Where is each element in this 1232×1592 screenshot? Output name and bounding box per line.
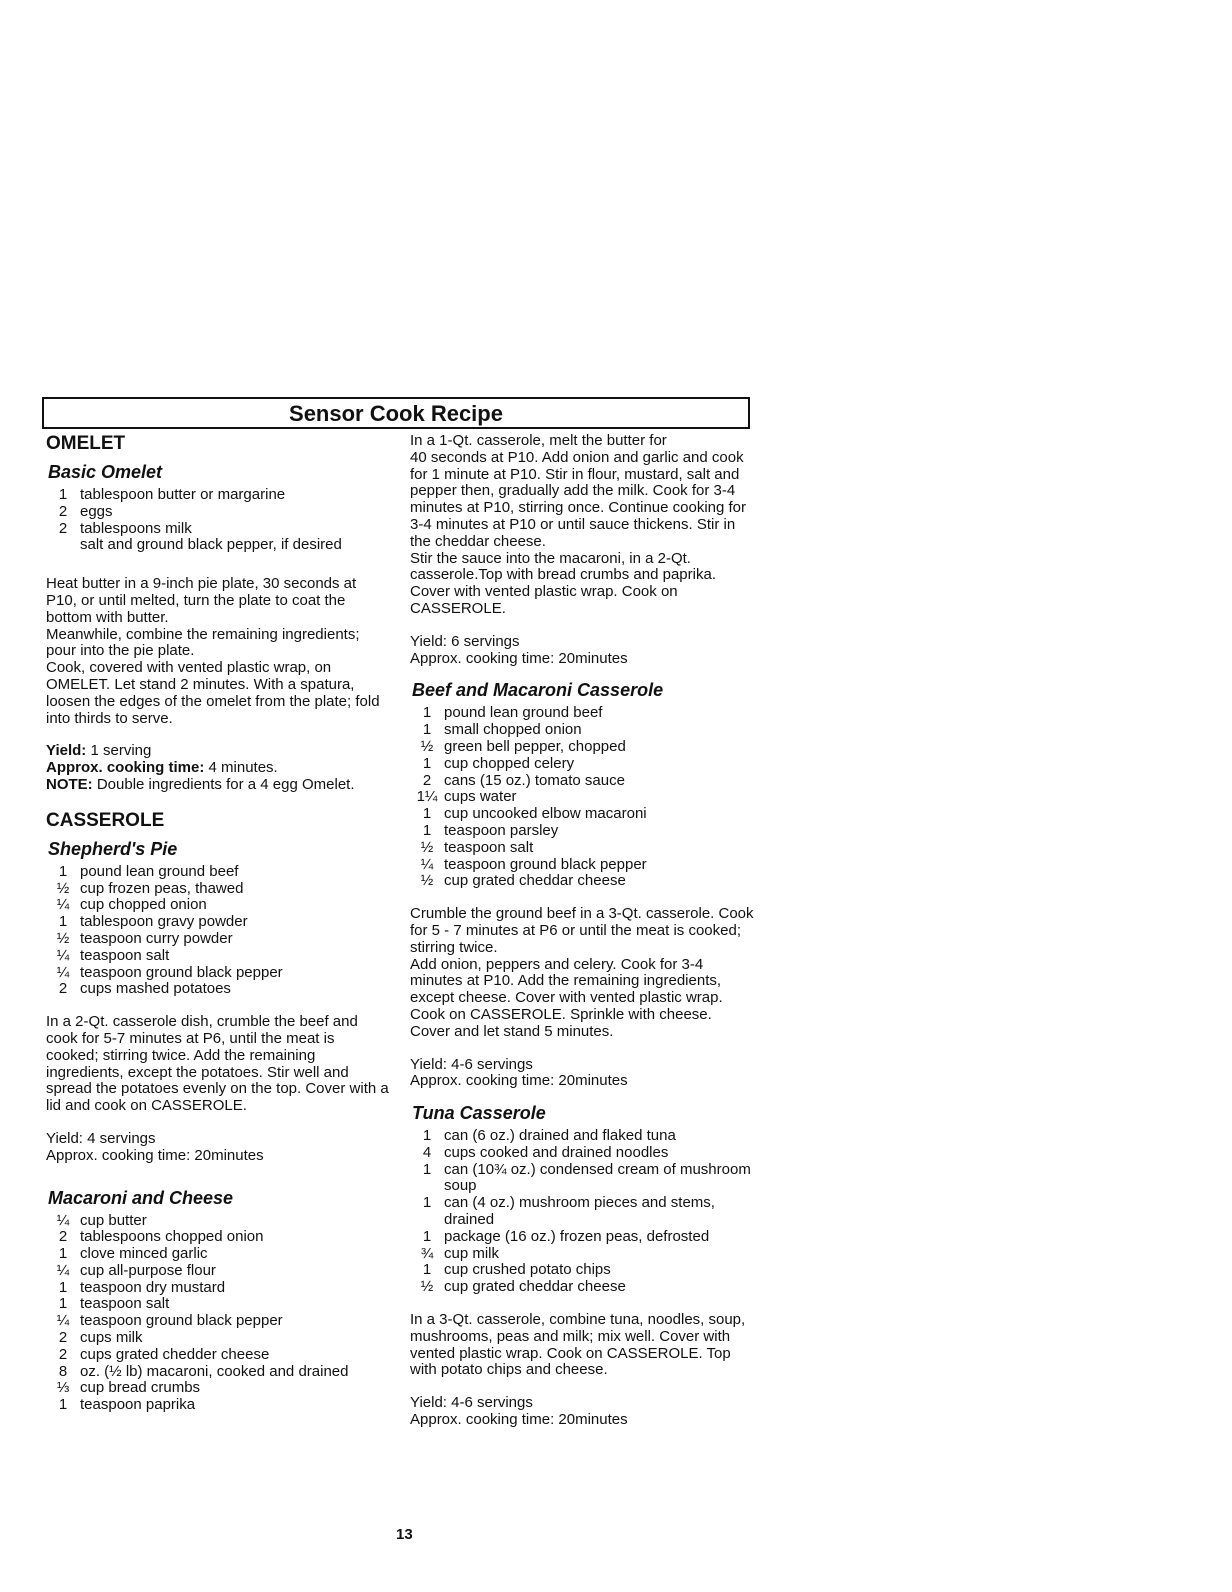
ingredient-row: [46, 1347, 390, 1364]
ingredient-qty: 2: [58, 1228, 68, 1246]
section-heading-omelet: OMELET: [46, 433, 126, 454]
ingredient-row: [46, 1364, 390, 1381]
recipe-title-tuna-casserole: Tuna Casserole: [412, 1103, 546, 1124]
page-title-box: [42, 397, 750, 429]
ingredient-qty: ¼: [56, 1312, 70, 1330]
ingredient-qty: ½: [420, 838, 434, 856]
ingredient-row: [410, 1195, 755, 1229]
page-title: Sensor Cook Recipe: [289, 401, 503, 426]
method-shepherds-pie: In a 2-Qt. casserole dish, crumble the beef and cook for 5-7 minutes at P6, until the meat is cooked; stirring twice. Add the remaining ingredients, except the potatoes. Stir well and spread the potatoes evenly on the top. Cover with a lid and cook on CASSEROLE.: [46, 1013, 389, 1115]
ingredient-qty: ¼: [56, 963, 70, 981]
ingredient-row: [46, 914, 390, 931]
yield-basic-omelet: [46, 743, 390, 760]
ingredient-qty: 2: [422, 771, 432, 789]
ingredient-qty: ½: [56, 929, 70, 947]
ingredient-desc: teaspoon ground black pepper: [80, 1312, 283, 1330]
ingredient-list-basic-omelet: [46, 487, 390, 554]
ingredient-desc: can (6 oz.) drained and flaked tuna: [444, 1127, 676, 1145]
title-rule: [42, 427, 750, 429]
ingredient-row: [410, 739, 755, 756]
ingredient-row: [46, 965, 390, 982]
ingredient-row: [46, 537, 390, 554]
ingredient-desc: eggs: [80, 502, 113, 520]
ingredient-desc: teaspoon paprika: [80, 1396, 196, 1414]
ingredient-desc: cup chopped celery: [444, 754, 575, 772]
ingredient-desc: can (10¾ oz.) condensed cream of mushroom soup: [444, 1160, 751, 1195]
ingredient-desc: cups cooked and drained noodles: [444, 1143, 669, 1161]
note-basic-omelet: [46, 777, 390, 794]
ingredient-qty: ¼: [56, 1211, 70, 1229]
ingredient-row: [46, 1263, 390, 1280]
ingredient-desc: can (4 oz.) mushroom pieces and stems, drained: [444, 1194, 715, 1229]
ingredient-row: [410, 1162, 755, 1196]
ingredient-qty: 8: [58, 1362, 68, 1380]
method-tuna-casserole: In a 3-Qt. casserole, combine tuna, noodles, soup, mushrooms, peas and milk; mix well. Cover with vented plastic wrap. Cook on CASSEROLE. Top with potato chips and cheese.: [410, 1311, 746, 1379]
ingredient-qty: ¼: [420, 855, 434, 873]
yield-beef-macaroni: Yield: 4-6 servings: [410, 1055, 533, 1073]
ingredient-desc: tablespoon butter or margarine: [80, 486, 286, 503]
time-beef-macaroni: Approx. cooking time: 20minutes: [410, 1072, 628, 1090]
ingredient-desc: tablespoons chopped onion: [80, 1228, 264, 1246]
ingredient-row: [410, 1145, 755, 1162]
ingredient-qty: 1: [422, 1227, 432, 1245]
ingredient-desc: teaspoon parsley: [444, 821, 559, 839]
time-shepherds-pie: Approx. cooking time: 20minutes: [46, 1146, 264, 1164]
ingredient-row: [410, 773, 755, 790]
recipe-title-shepherds-pie: Shepherd's Pie: [48, 838, 178, 859]
ingredient-row: [410, 705, 755, 722]
ingredient-list-tuna-casserole: [410, 1128, 755, 1296]
ingredient-qty: ½: [420, 737, 434, 755]
ingredient-row: [410, 756, 755, 773]
ingredient-qty: 1: [422, 704, 432, 722]
method-macaroni-cheese: In a 1-Qt. casserole, melt the butter for 40 seconds at P10. Add onion and garlic and cook for 1 minute at P10. Stir in flour, mustard, salt and pepper then, gradually add the milk. Cook for 3-4 minutes at P10, stirring once. Continue cooking for 3-4 minutes at P10 or until sauce thickens. Stir in the cheddar cheese. Stir the sauce into the macaroni, in a 2-Qt. casserole.Top with bread crumbs and paprika. Cover with vented plastic wrap. Cook on CASSEROLE.: [410, 432, 747, 617]
ingredient-row: [46, 1213, 390, 1230]
ingredient-desc: teaspoon curry powder: [80, 929, 233, 947]
ingredient-qty: ¼: [56, 1261, 70, 1279]
yield-shepherds-pie: Yield: 4 servings: [46, 1129, 156, 1147]
ingredient-qty: 1: [58, 486, 68, 503]
right-column: [410, 433, 755, 1429]
ingredient-row: [46, 864, 390, 881]
time-basic-omelet: [46, 760, 390, 777]
ingredient-row: [410, 1128, 755, 1145]
ingredient-qty: ⅓: [56, 1379, 70, 1397]
recipe-title-basic-omelet: Basic Omelet: [48, 462, 163, 482]
ingredient-qty: 1: [422, 754, 432, 772]
ingredient-desc: cup crushed potato chips: [444, 1261, 611, 1279]
ingredient-desc: clove minced garlic: [80, 1245, 208, 1263]
ingredient-desc: cup grated cheddar cheese: [444, 872, 626, 890]
ingredient-desc: small chopped onion: [444, 721, 582, 739]
ingredient-qty: 1: [422, 1160, 432, 1178]
ingredient-row: [46, 1229, 390, 1246]
ingredient-row: [410, 1229, 755, 1246]
ingredient-desc: cup all-purpose flour: [80, 1261, 216, 1279]
ingredient-row: [46, 948, 390, 965]
ingredient-desc: cup grated cheddar cheese: [444, 1278, 626, 1296]
ingredient-desc: cups mashed potatoes: [80, 980, 231, 998]
ingredient-qty: 2: [58, 1345, 68, 1363]
ingredient-desc: cup milk: [444, 1244, 500, 1262]
ingredient-desc: cups milk: [80, 1329, 143, 1347]
ingredient-desc: teaspoon salt: [80, 1295, 170, 1313]
ingredient-qty: 1: [58, 1295, 68, 1313]
ingredient-qty: 1¼: [416, 788, 438, 806]
left-column: [46, 433, 390, 1414]
ingredient-desc: teaspoon dry mustard: [80, 1278, 226, 1296]
ingredient-qty: ½: [420, 1278, 434, 1296]
ingredient-qty: 1: [422, 805, 432, 823]
ingredient-row: [46, 504, 390, 521]
ingredient-row: [410, 1262, 755, 1279]
ingredient-desc: cup chopped onion: [80, 896, 207, 914]
ingredient-desc: teaspoon salt: [80, 946, 170, 964]
ingredient-row: [46, 521, 390, 538]
yield-label: Yield:: [46, 742, 87, 760]
ingredient-desc: oz. (½ lb) macaroni, cooked and drained: [80, 1362, 349, 1380]
ingredient-list-beef-macaroni: [410, 705, 755, 890]
ingredient-qty: 2: [58, 519, 68, 537]
ingredient-row: [46, 981, 390, 998]
yield-tuna-casserole: Yield: 4-6 servings: [410, 1394, 533, 1412]
ingredient-row: [410, 873, 755, 890]
ingredient-desc: teaspoon salt: [444, 838, 534, 856]
ingredient-row: [46, 1330, 390, 1347]
ingredient-row: [46, 881, 390, 898]
ingredient-row: [410, 823, 755, 840]
time-value: 4 minutes.: [208, 759, 278, 777]
ingredient-row: [410, 857, 755, 874]
ingredient-qty: 2: [58, 502, 68, 520]
ingredient-qty: 1: [422, 1261, 432, 1279]
ingredient-desc: salt and ground black pepper, if desired: [80, 536, 342, 554]
ingredient-qty: 1: [422, 1194, 432, 1212]
ingredient-desc: cups grated chedder cheese: [80, 1345, 270, 1363]
ingredient-desc: tablespoon gravy powder: [80, 913, 248, 931]
ingredient-row: [46, 897, 390, 914]
note-label: NOTE:: [46, 775, 93, 793]
ingredient-qty: ½: [56, 879, 70, 897]
ingredient-row: [410, 806, 755, 823]
time-label: Approx. cooking time:: [46, 759, 205, 777]
ingredient-qty: 1: [58, 862, 68, 880]
yield-value: 1 serving: [90, 742, 152, 760]
ingredient-qty: 1: [422, 1127, 432, 1145]
ingredient-desc: teaspoon ground black pepper: [80, 963, 283, 981]
ingredient-row: [410, 1246, 755, 1263]
ingredient-qty: ¼: [56, 946, 70, 964]
time-macaroni-cheese: Approx. cooking time: 20minutes: [410, 649, 628, 667]
ingredient-desc: cup frozen peas, thawed: [80, 879, 244, 897]
yield-macaroni-cheese: Yield: 6 servings: [410, 632, 520, 650]
ingredient-row: [46, 1280, 390, 1297]
ingredient-qty: 2: [58, 1329, 68, 1347]
ingredient-list-shepherds-pie: [46, 864, 390, 998]
recipe-title-beef-macaroni: Beef and Macaroni Casserole: [412, 680, 664, 701]
ingredient-desc: cups water: [444, 788, 517, 806]
ingredient-qty: 1: [58, 1245, 68, 1263]
ingredient-row: [410, 789, 755, 806]
ingredient-desc: cup bread crumbs: [80, 1379, 201, 1397]
ingredient-desc: cans (15 oz.) tomato sauce: [444, 771, 625, 789]
ingredient-desc: pound lean ground beef: [444, 704, 603, 722]
ingredient-qty: 2: [58, 980, 68, 998]
method-basic-omelet: Heat butter in a 9-inch pie plate, 30 seconds at P10, or until melted, turn the plate to coat the bottom with butter. Meanwhile, combine the remaining ingredients; pour into the pie plate. Cook, covered with vented plastic wrap, on OMELET. Let stand 2 minutes. With a spatura, loosen the edges of the omelet from the plate; fold into thirds to serve.: [46, 575, 380, 727]
note-value: Double ingredients for a 4 egg Omelet.: [96, 775, 355, 793]
ingredient-row: [46, 1380, 390, 1397]
ingredient-desc: cup butter: [80, 1211, 147, 1229]
time-tuna-casserole: Approx. cooking time: 20minutes: [410, 1411, 628, 1429]
ingredient-qty: 1: [422, 721, 432, 739]
ingredient-row: [46, 1296, 390, 1313]
ingredient-row: [46, 1397, 390, 1414]
ingredient-qty: 4: [422, 1143, 432, 1161]
ingredient-row: [46, 1313, 390, 1330]
ingredient-row: [410, 1279, 755, 1296]
page-number: 13: [396, 1526, 413, 1543]
ingredient-list-macaroni-cheese: [46, 1213, 390, 1415]
ingredient-row: [46, 1246, 390, 1263]
ingredient-row: [46, 487, 390, 504]
ingredient-qty: 1: [422, 821, 432, 839]
ingredient-desc: green bell pepper, chopped: [444, 737, 626, 755]
ingredient-qty: 1: [58, 1396, 68, 1414]
ingredient-qty: 1: [58, 913, 68, 931]
section-heading-casserole: CASSEROLE: [46, 809, 165, 831]
ingredient-desc: package (16 oz.) frozen peas, defrosted: [444, 1227, 710, 1245]
ingredient-desc: teaspoon ground black pepper: [444, 855, 647, 873]
ingredient-qty: ¾: [420, 1244, 434, 1262]
ingredient-row: [410, 840, 755, 857]
method-beef-macaroni: Crumble the ground beef in a 3-Qt. casserole. Cook for 5 - 7 minutes at P6 or until the meat is cooked; stirring twice. Add onion, peppers and celery. Cook for 3-4 minutes at P10. Add the remaining ingredients, except cheese. Cover with vented plastic wrap. Cook on CASSEROLE. Sprinkle with cheese. Cover and let stand 5 minutes.: [410, 905, 754, 1040]
ingredient-qty: 1: [58, 1278, 68, 1296]
ingredient-qty: ¼: [56, 896, 70, 914]
ingredient-desc: cup uncooked elbow macaroni: [444, 805, 647, 823]
ingredient-row: [410, 722, 755, 739]
ingredient-qty: ½: [420, 872, 434, 890]
recipe-title-macaroni-cheese: Macaroni and Cheese: [48, 1187, 234, 1208]
ingredient-desc: pound lean ground beef: [80, 862, 239, 880]
ingredient-desc: tablespoons milk: [80, 519, 192, 537]
ingredient-qty: [46, 537, 80, 554]
ingredient-row: [46, 931, 390, 948]
